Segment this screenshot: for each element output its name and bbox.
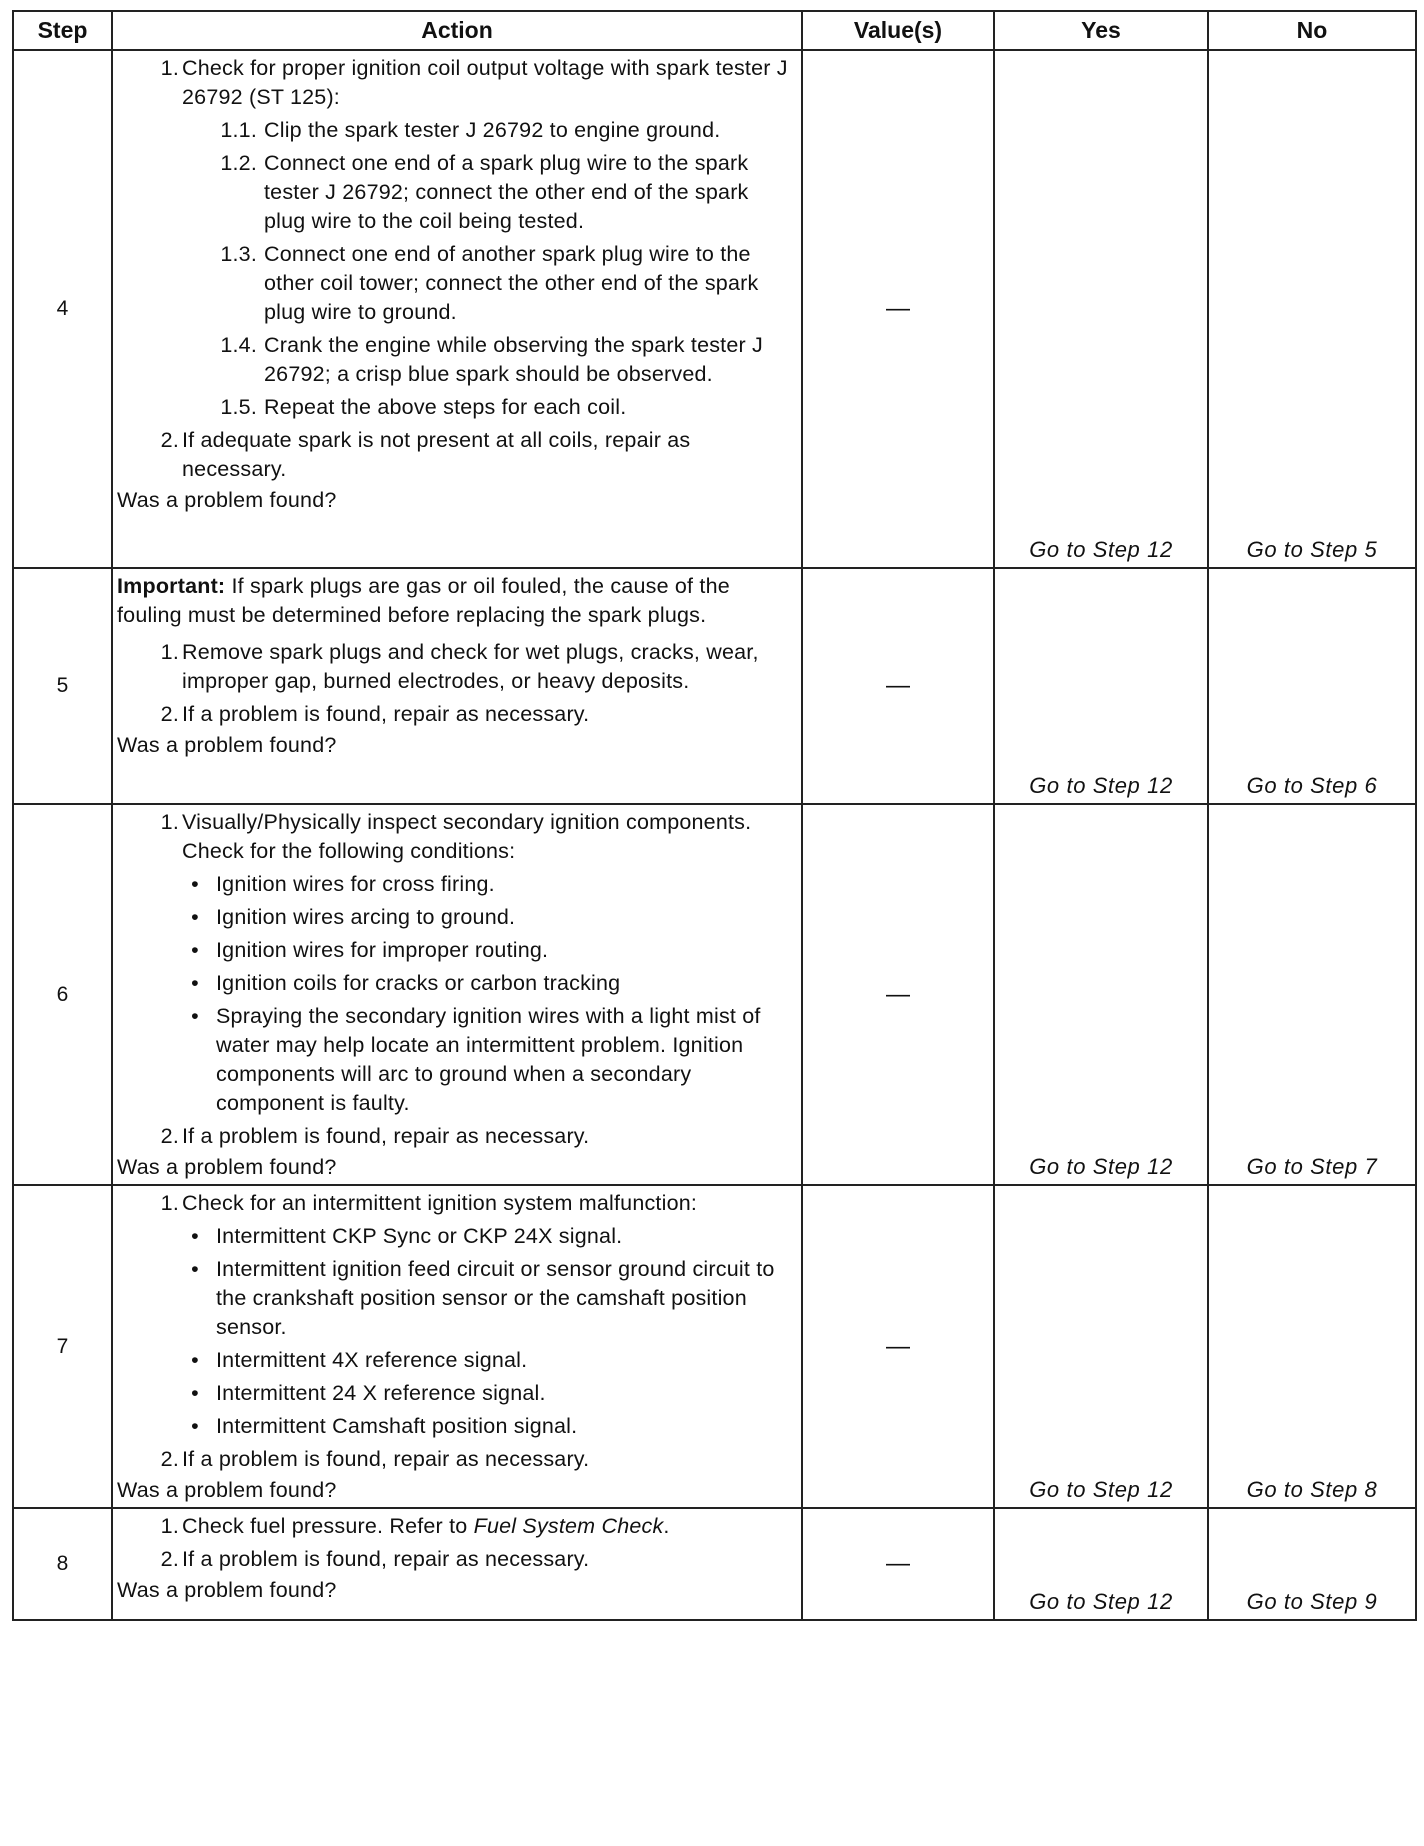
no-link[interactable]: Go to Step 5 [1208, 50, 1416, 568]
question-text: Was a problem found? [117, 1478, 337, 1502]
item-number: 1. [160, 56, 179, 80]
item-text: Intermittent ignition feed circuit or sensor ground circuit to the crankshaft position sensor or the camshaft position sensor. [216, 1257, 775, 1339]
yes-link[interactable]: Go to Step 12 [994, 50, 1208, 568]
important-note [117, 572, 795, 630]
value-cell: — [802, 1185, 994, 1508]
diagnostic-page [12, 10, 1415, 1836]
table-row-step-7 [13, 1185, 1416, 1508]
bullet-icon: • [191, 905, 199, 929]
list-item [117, 700, 795, 729]
no-link[interactable]: Go to Step 8 [1208, 1185, 1416, 1508]
list-item [117, 936, 795, 965]
header-row [13, 11, 1416, 50]
header-no: No [1208, 11, 1416, 50]
item-number: 1. [160, 810, 179, 834]
list-item [117, 1512, 795, 1541]
header-action: Action [112, 11, 802, 50]
question-text: Was a problem found? [117, 733, 337, 757]
yes-link[interactable]: Go to Step 12 [994, 804, 1208, 1185]
list-item [117, 426, 795, 484]
action-cell [112, 568, 802, 804]
item-text: Spraying the secondary ignition wires with a light mist of water may help locate an intermittent problem. Ignition components will arc to ground when a secondary component is faulty. [216, 1004, 761, 1115]
action-cell [112, 50, 802, 568]
item-number: 1.3. [220, 242, 257, 266]
item-text: Connect one end of a spark plug wire to the spark tester J 26792; connect the other end of the spark plug wire to the coil being tested. [264, 151, 749, 233]
step-number: 6 [13, 804, 112, 1185]
header-values: Value(s) [802, 11, 994, 50]
item-text: If a problem is found, repair as necessary. [182, 702, 590, 726]
item-text: Intermittent CKP Sync or CKP 24X signal. [216, 1224, 623, 1248]
header-yes: Yes [994, 11, 1208, 50]
action-cell [112, 1508, 802, 1620]
bullet-icon: • [191, 1224, 199, 1248]
item-text: Repeat the above steps for each coil. [264, 395, 627, 419]
item-text: If a problem is found, repair as necessary. [182, 1547, 590, 1571]
item-number: 2. [160, 1547, 179, 1571]
action-cell [112, 804, 802, 1185]
step-number: 7 [13, 1185, 112, 1508]
question-text: Was a problem found? [117, 1155, 337, 1179]
no-link[interactable]: Go to Step 6 [1208, 568, 1416, 804]
bullet-icon: • [191, 1348, 199, 1372]
table-row-step-8 [13, 1508, 1416, 1620]
important-label: Important: [117, 574, 226, 598]
bullet-icon: • [191, 1381, 199, 1405]
item-text-suffix: . [663, 1514, 670, 1538]
item-text-prefix: Check fuel pressure. Refer to [182, 1514, 474, 1538]
bullet-icon: • [191, 1004, 199, 1028]
item-number: 1. [160, 1191, 179, 1215]
table-row-step-6 [13, 804, 1416, 1185]
table-row-step-5 [13, 568, 1416, 804]
item-text: If adequate spark is not present at all coils, repair as necessary. [182, 428, 691, 481]
item-text: Check for an intermittent ignition system malfunction: [182, 1191, 698, 1215]
item-text: Intermittent 4X reference signal. [216, 1348, 528, 1372]
list-item [117, 903, 795, 932]
item-number: 2. [160, 1447, 179, 1471]
list-item [117, 1002, 795, 1118]
question-text: Was a problem found? [117, 1578, 337, 1602]
item-number: 1.5. [220, 395, 257, 419]
diagnostic-table [12, 10, 1417, 1621]
item-number: 2. [160, 428, 179, 452]
item-number: 2. [160, 1124, 179, 1148]
value-cell: — [802, 1508, 994, 1620]
list-item [117, 331, 795, 389]
bullet-icon: • [191, 938, 199, 962]
list-item [117, 1445, 795, 1474]
item-text: Ignition wires for cross firing. [216, 872, 495, 896]
question-text: Was a problem found? [117, 488, 337, 512]
table-row-step-4 [13, 50, 1416, 568]
item-text: Ignition wires for improper routing. [216, 938, 549, 962]
list-item [117, 870, 795, 899]
item-number: 1.2. [220, 151, 257, 175]
value-cell: — [802, 804, 994, 1185]
item-text: Intermittent Camshaft position signal. [216, 1414, 578, 1438]
yes-link[interactable]: Go to Step 12 [994, 1185, 1208, 1508]
list-item [117, 1222, 795, 1251]
list-item [117, 1189, 795, 1218]
item-text: Connect one end of another spark plug wire to the other coil tower; connect the other end of the spark plug wire to ground. [264, 242, 759, 324]
item-text: If a problem is found, repair as necessary. [182, 1447, 590, 1471]
item-number: 1.1. [220, 118, 257, 142]
value-cell: — [802, 568, 994, 804]
list-item [117, 1412, 795, 1441]
action-cell [112, 1185, 802, 1508]
item-text: Check for proper ignition coil output voltage with spark tester J 26792 (ST 125): [182, 56, 788, 109]
list-item [117, 116, 795, 145]
important-text: If spark plugs are gas or oil fouled, the cause of the fouling must be determined before replacing the spark plugs. [117, 574, 730, 627]
yes-link[interactable]: Go to Step 12 [994, 1508, 1208, 1620]
item-text: Clip the spark tester J 26792 to engine ground. [264, 118, 721, 142]
no-link[interactable]: Go to Step 7 [1208, 804, 1416, 1185]
item-number: 1.4. [220, 333, 257, 357]
item-text: Visually/Physically inspect secondary ignition components. Check for the following conditions: [182, 810, 752, 863]
list-item [117, 393, 795, 422]
list-item [117, 1122, 795, 1151]
fuel-system-check-link[interactable]: Fuel System Check [473, 1514, 664, 1538]
bullet-icon: • [191, 1257, 199, 1281]
yes-link[interactable]: Go to Step 12 [994, 568, 1208, 804]
list-item [117, 240, 795, 327]
item-number: 1. [160, 640, 179, 664]
list-item [117, 969, 795, 998]
value-cell: — [802, 50, 994, 568]
list-item [117, 638, 795, 696]
list-item [117, 1379, 795, 1408]
item-text: Ignition coils for cracks or carbon tracking [216, 971, 621, 995]
step-number: 4 [13, 50, 112, 568]
item-text: Remove spark plugs and check for wet plugs, cracks, wear, improper gap, burned electrodes, or heavy deposits. [182, 640, 759, 693]
item-number: 1. [160, 1514, 179, 1538]
list-item [117, 1545, 795, 1574]
step-number: 8 [13, 1508, 112, 1620]
item-text: Ignition wires arcing to ground. [216, 905, 516, 929]
list-item [117, 1346, 795, 1375]
list-item [117, 149, 795, 236]
item-text: Intermittent 24 X reference signal. [216, 1381, 546, 1405]
list-item [117, 808, 795, 866]
item-text: Crank the engine while observing the spark tester J 26792; a crisp blue spark should be observed. [264, 333, 763, 386]
bullet-icon: • [191, 971, 199, 995]
list-item [117, 1255, 795, 1342]
bullet-icon: • [191, 872, 199, 896]
header-step: Step [13, 11, 112, 50]
item-text [182, 1514, 670, 1538]
no-link[interactable]: Go to Step 9 [1208, 1508, 1416, 1620]
item-text: If a problem is found, repair as necessary. [182, 1124, 590, 1148]
step-number: 5 [13, 568, 112, 804]
item-number: 2. [160, 702, 179, 726]
bullet-icon: • [191, 1414, 199, 1438]
list-item [117, 54, 795, 112]
